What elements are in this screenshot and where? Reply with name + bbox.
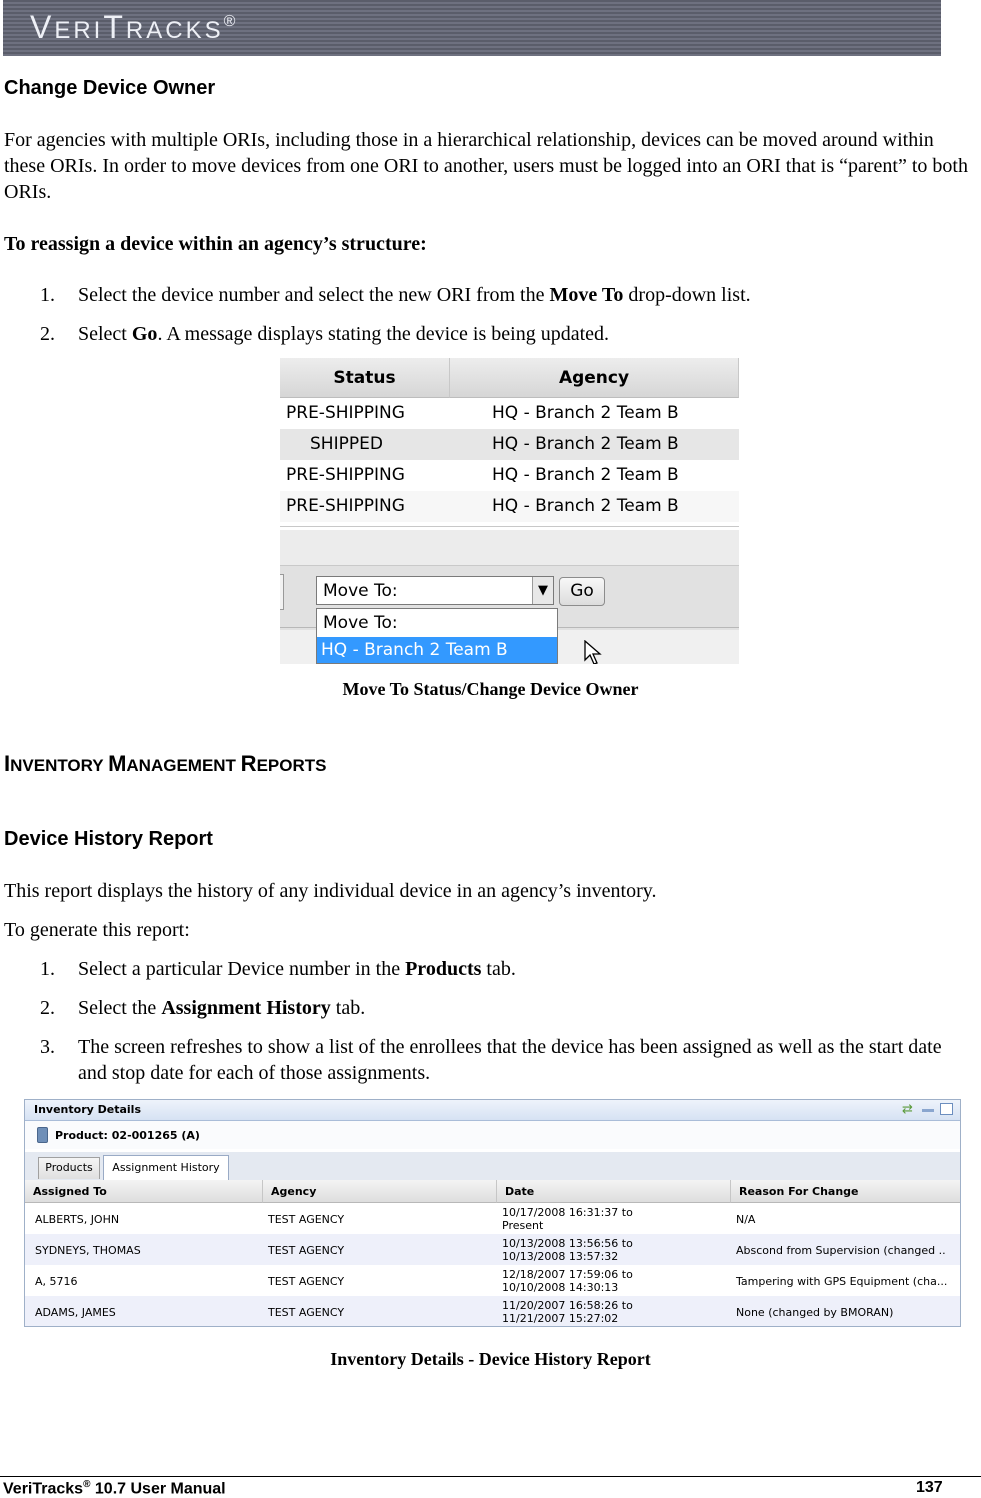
step-1: 1. Select a particular Device number in the Products tab. (40, 958, 516, 980)
toolbar-edge (280, 574, 284, 610)
column-header-reason[interactable]: Reason For Change (731, 1180, 961, 1203)
table-row[interactable]: PRE-SHIPPING HQ - Branch 2 Team B (286, 403, 679, 423)
device-icon (37, 1127, 48, 1143)
report-description: This report displays the history of any individual device in an agency’s inventory. (4, 880, 657, 902)
inventory-details-screenshot (24, 1099, 961, 1327)
step-1: 1. Select the device number and select the new ORI from the Move To drop-down list. (40, 284, 751, 306)
footer-rule (0, 1476, 981, 1477)
figure-caption: Move To Status/Change Device Owner (342, 679, 639, 699)
table-row[interactable]: PRE-SHIPPING HQ - Branch 2 Team B (286, 465, 679, 485)
product-bar (25, 1121, 961, 1149)
go-button[interactable]: Go (559, 577, 605, 606)
column-header-status[interactable]: Status (280, 358, 450, 398)
table-footer-area (280, 530, 739, 566)
veritracks-logo: VERITRACKS® (30, 9, 239, 45)
tab-strip (25, 1152, 961, 1181)
divider (280, 526, 739, 527)
panel-title: Inventory Details (34, 1103, 141, 1116)
step-3: 3. The screen refreshes to show a list of the enrollees that the device has been assigned as well as the start date and stop date for each of those assignments. (40, 1036, 942, 1084)
minimize-icon[interactable] (922, 1109, 934, 1112)
section-title-inventory-management-reports: INVENTORY MANAGEMENT REPORTS (4, 751, 327, 776)
dropdown-option-selected[interactable]: HQ - Branch 2 Team B (317, 637, 557, 663)
procedure-heading: To reassign a device within an agency’s structure: (4, 233, 427, 255)
move-to-select[interactable]: Move To: ▼ (316, 576, 554, 605)
table-row[interactable]: ADAMS, JAMES TEST AGENCY 11/20/2007 16:58:26 to 11/21/2007 15:27:02 None (changed by BMORAN) (25, 1296, 961, 1327)
chevron-down-icon[interactable]: ▼ (532, 577, 553, 604)
column-header-agency[interactable]: Agency (263, 1180, 497, 1203)
dropdown-option[interactable]: Move To: (323, 613, 398, 633)
tab-assignment-history[interactable]: Assignment History (103, 1155, 229, 1181)
to-generate-label: To generate this report: (4, 919, 190, 941)
refresh-icon[interactable]: ⇄ (902, 1102, 913, 1117)
figure-caption: Inventory Details - Device History Report (330, 1349, 651, 1369)
mouse-cursor-icon (584, 640, 604, 664)
column-header-date[interactable]: Date (497, 1180, 731, 1203)
table-row[interactable]: SHIPPED HQ - Branch 2 Team B (280, 429, 739, 460)
table-row[interactable]: SYDNEYS, THOMAS TEST AGENCY 10/13/2008 13:56:56 to 10/13/2008 13:57:32 Abscond from Supervision (changed .. (25, 1234, 961, 1265)
maximize-icon[interactable] (940, 1103, 953, 1115)
table-row[interactable]: PRE-SHIPPING HQ - Branch 2 Team B (280, 491, 739, 522)
footer-manual-title: VeriTracks® 10.7 User Manual (3, 1479, 226, 1498)
column-header-agency[interactable]: Agency (450, 358, 739, 398)
step-2: 2. Select Go. A message displays stating the device is being updated. (40, 323, 610, 345)
move-to-screenshot (280, 358, 739, 664)
step-2: 2. Select the Assignment History tab. (40, 997, 366, 1019)
table-row[interactable]: A, 5716 TEST AGENCY 12/18/2007 17:59:06 to 10/10/2008 14:30:13 Tampering with GPS Equipment (cha... (35, 1268, 948, 1294)
product-label: Product: 02-001265 (A) (55, 1129, 200, 1142)
section-title-change-device-owner: Change Device Owner (4, 77, 216, 99)
intro-paragraph: For agencies with multiple ORIs, including those in a hierarchical relationship, devices can be moved around within these ORIs. In order to move devices from one ORI to another, users must be logged into an ORI that is “parent” to both ORIs. (4, 129, 968, 203)
table-row[interactable]: ALBERTS, JOHN TEST AGENCY 10/17/2008 16:31:37 to Present N/A (35, 1206, 756, 1232)
move-to-dropdown-list (316, 608, 558, 664)
column-header-assigned-to[interactable]: Assigned To (25, 1180, 263, 1203)
page-number: 137 (916, 1479, 943, 1496)
panel-header (25, 1100, 961, 1121)
section-title-device-history-report: Device History Report (4, 828, 213, 850)
tab-products[interactable]: Products (38, 1157, 100, 1179)
